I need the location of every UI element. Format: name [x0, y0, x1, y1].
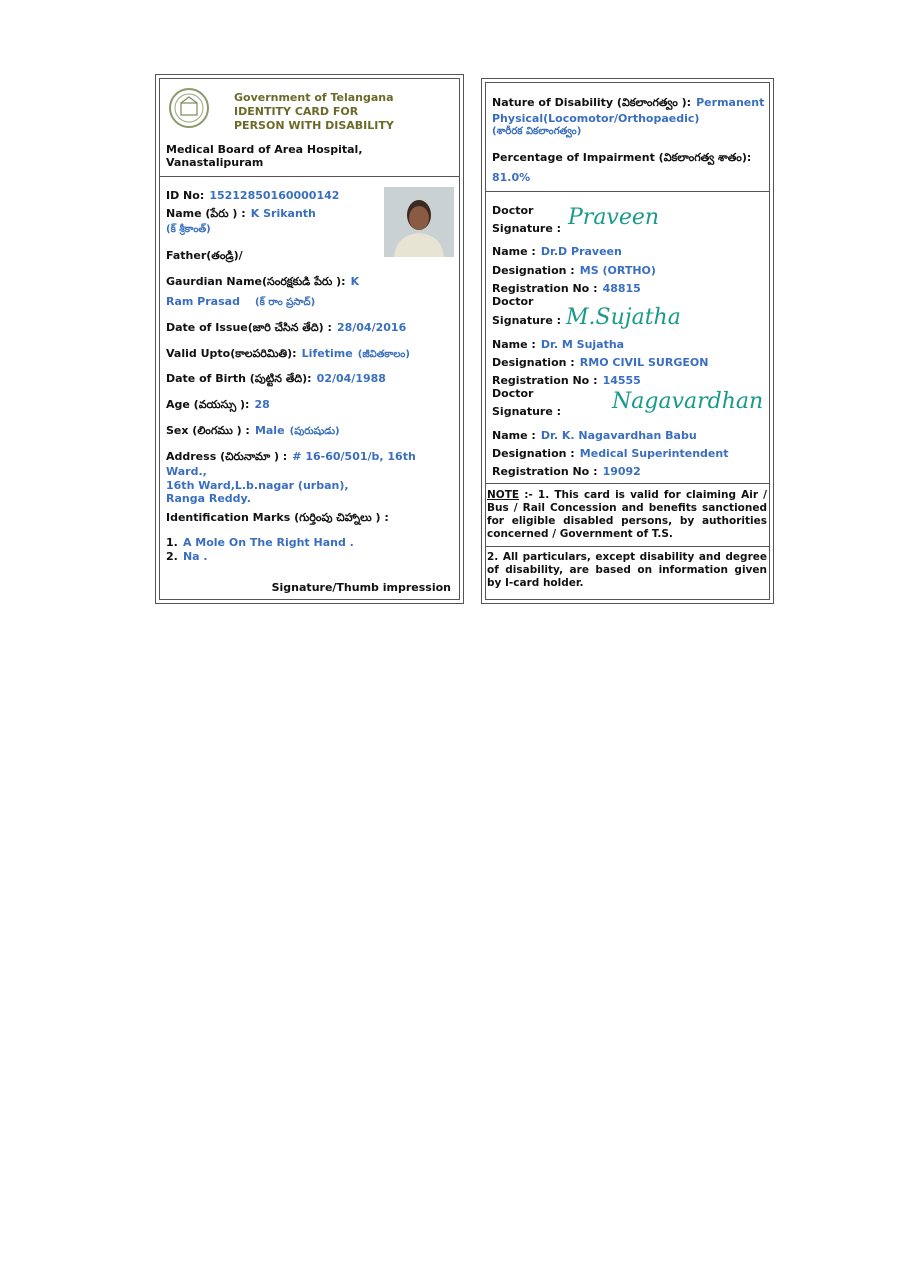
- guardian-label: Gaurdian Name(సంరక్షకుడి పేరు ):: [166, 275, 346, 288]
- address-value2: Ward.,: [166, 465, 207, 478]
- header-title1: IDENTITY CARD FOR: [234, 105, 359, 118]
- guardian-value1: K: [350, 275, 360, 288]
- dob-value: 02/04/1988: [316, 372, 386, 385]
- dob-label: Date of Birth (పుట్టిన తేది):: [166, 372, 312, 385]
- doctor2-desig-label: Designation :: [492, 356, 575, 369]
- address-label: Address (చిరునామా ) :: [166, 450, 288, 463]
- sex-label: Sex (లింగము ) :: [166, 424, 250, 437]
- doctor1-signature: Praveen: [568, 205, 660, 230]
- doctor1-desig: MS (ORTHO): [579, 264, 656, 277]
- age-label: Age (వయస్సు ):: [166, 398, 250, 411]
- doctor1-sig-label: Signature :: [492, 222, 562, 235]
- mark2-num: 2.: [166, 550, 178, 563]
- doctor1-reg: 48815: [602, 282, 641, 295]
- address-value1: # 16-60/501/b, 16th: [292, 450, 416, 463]
- notes-section: [487, 489, 767, 590]
- mark1-num: 1.: [166, 536, 178, 549]
- doctor3-reg: 19092: [602, 465, 641, 478]
- guardian-telugu: (క్ రాం ప్రసాద్): [255, 297, 316, 308]
- doctor2-signature: M.Sujatha: [566, 305, 681, 330]
- holder-photo: [384, 187, 454, 257]
- doctor3-title: Doctor: [492, 387, 534, 400]
- name-label: Name (పేరు ) :: [166, 207, 246, 220]
- doctor3-desig-label: Designation :: [492, 447, 575, 460]
- mark2-value: Na .: [182, 550, 208, 563]
- address-line3: 16th Ward,L.b.nagar (urban),: [166, 479, 349, 492]
- guardian-value2: Ram Prasad: [166, 295, 240, 308]
- age-value: 28: [254, 398, 270, 411]
- id-label: ID No:: [166, 189, 205, 202]
- issue-label: Date of Issue(జారి చేసిన తేది) :: [166, 321, 332, 334]
- doctor3-name: Dr. K. Nagavardhan Babu: [540, 429, 697, 442]
- name-value: K Srikanth: [250, 207, 316, 220]
- mark1-value: A Mole On The Right Hand .: [182, 536, 354, 549]
- left-card: [155, 74, 464, 604]
- doctor3-reg-label: Registration No :: [492, 465, 598, 478]
- nature-telugu: (శారీరక వికలాంగత్వం): [492, 126, 582, 137]
- header-gov: Government of Telangana: [234, 91, 394, 104]
- note-1: [487, 489, 767, 541]
- doctor2-desig: RMO CIVIL SURGEON: [579, 356, 709, 369]
- doctor3-sig-label: Signature :: [492, 405, 562, 418]
- doctor1-name-label: Name :: [492, 245, 536, 258]
- percent-divider: [485, 191, 770, 192]
- doctor3-signature: Nagavardhan: [612, 389, 764, 414]
- issue-value: 28/04/2016: [336, 321, 407, 334]
- doctor2-sig-label: Signature :: [492, 314, 562, 327]
- address-line4: Ranga Reddy.: [166, 492, 251, 505]
- sex-value: Male: [254, 424, 285, 437]
- doctor1-name: Dr.D Praveen: [540, 245, 622, 258]
- doctor1-title: Doctor: [492, 204, 534, 217]
- header-divider: [159, 176, 460, 177]
- signature-thumb-label: Signature/Thumb impression: [271, 581, 451, 594]
- valid-value: Lifetime: [301, 347, 353, 360]
- name-telugu: (క్ శ్రీకాంత్): [166, 224, 211, 235]
- note-heading: NOTE: [487, 489, 520, 501]
- doctor3-desig: Medical Superintendent: [579, 447, 729, 460]
- percent-label: Percentage of Impairment (వికలాంగత్వ శాతం):: [492, 151, 752, 164]
- marks-label: Identification Marks (గుర్తింపు చిహ్నాలు ) :: [166, 511, 389, 524]
- nature-value1: Permanent: [696, 96, 765, 109]
- right-card: [481, 78, 774, 604]
- note-2: 2. All particulars, except disability and degree of disability, are based on information given by I-card holder.: [487, 551, 767, 589]
- valid-label: Valid Upto(కాలపరిమితి):: [166, 347, 297, 360]
- nature-label: Nature of Disability (వికలాంగత్వం ):: [492, 96, 692, 109]
- valid-telugu: (జీవితకాలం): [357, 349, 410, 360]
- doctor2-name: Dr. M Sujatha: [540, 338, 625, 351]
- percent-value: 81.0%: [492, 171, 531, 184]
- doctor2-name-label: Name :: [492, 338, 536, 351]
- sex-telugu: (పురుషుడు): [289, 426, 340, 437]
- board-line2: Vanastalipuram: [166, 156, 264, 169]
- doctors-divider: [485, 483, 770, 484]
- note-text1: :- 1. This card is valid for claiming Air / Bus / Rail Concession and benefits sanctioned for eligible disabled persons, by authorities concerned / Government of T.S.: [487, 489, 767, 540]
- nature-value2: Physical(Locomotor/Orthopaedic): [492, 112, 700, 125]
- doctor1-desig-label: Designation :: [492, 264, 575, 277]
- header-title2: PERSON WITH DISABILITY: [234, 119, 394, 132]
- doctor2-reg: 14555: [602, 374, 641, 387]
- doctor3-name-label: Name :: [492, 429, 536, 442]
- doctor2-reg-label: Registration No :: [492, 374, 598, 387]
- doctor1-reg-label: Registration No :: [492, 282, 598, 295]
- id-value: 15212850160000142: [209, 189, 340, 202]
- telangana-emblem-icon: [168, 87, 210, 129]
- board-line1: Medical Board of Area Hospital,: [166, 143, 363, 156]
- doctor2-title: Doctor: [492, 295, 534, 308]
- father-label: Father(తండ్రి)/: [166, 249, 243, 262]
